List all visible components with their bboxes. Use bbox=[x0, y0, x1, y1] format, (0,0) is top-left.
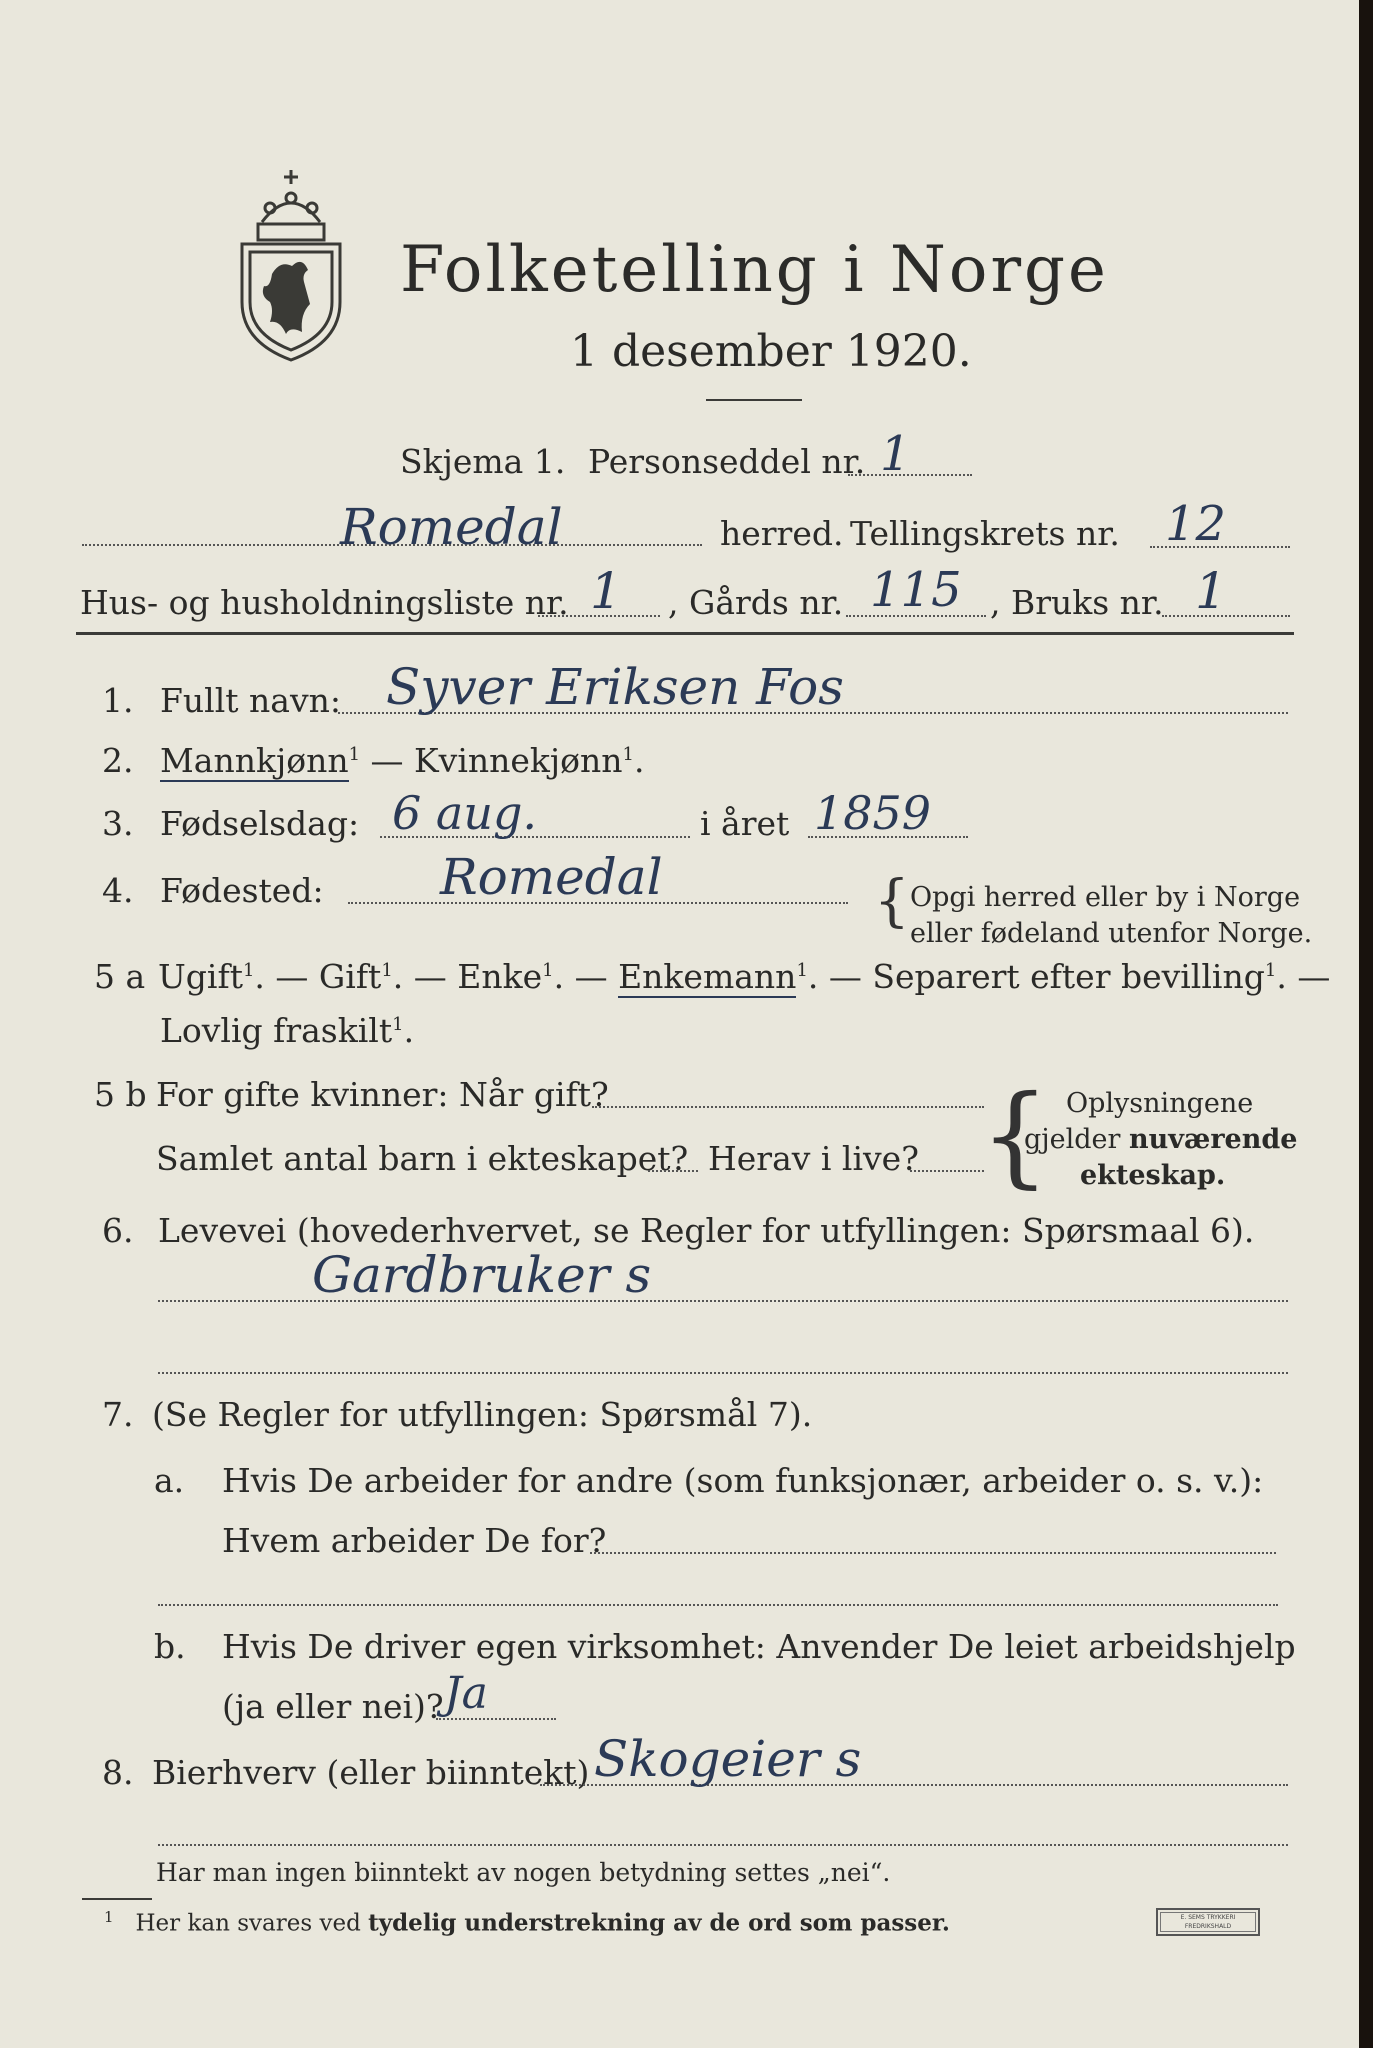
q5a-separert: Separert efter bevilling bbox=[872, 957, 1265, 996]
q5b-label3: Herav i live? bbox=[708, 1139, 919, 1178]
q5a-number: 5 a bbox=[94, 957, 146, 996]
q5b-note2: gjelder nuværende bbox=[1024, 1124, 1298, 1155]
q5a-enkemann: Enkemann bbox=[618, 957, 797, 996]
husliste-value: 1 bbox=[590, 562, 622, 620]
q7b-line1: Hvis De driver egen virksomhet: Anvender De leiet arbeidshjelp bbox=[222, 1627, 1296, 1666]
scan-edge bbox=[1359, 0, 1373, 2048]
personseddel-value: 1 bbox=[880, 426, 911, 482]
q6-number: 6. bbox=[102, 1211, 134, 1250]
q4-note-line1: Opgi herred eller by i Norge bbox=[910, 882, 1301, 913]
q8-label: Bierhverv (eller biinntekt) bbox=[152, 1753, 590, 1792]
q1-value: Syver Eriksen Fos bbox=[386, 658, 844, 716]
gards-label: , Gårds nr. bbox=[668, 583, 844, 622]
q8-line2 bbox=[158, 1844, 1288, 1846]
coat-of-arms-icon bbox=[232, 162, 350, 364]
form-title: Folketelling i Norge bbox=[400, 233, 1109, 307]
q6-line2 bbox=[158, 1372, 1288, 1374]
skjema-label: Skjema 1. bbox=[400, 442, 566, 481]
q2-male: Mannkjønn bbox=[160, 741, 349, 780]
tellingskrets-value: 12 bbox=[1165, 496, 1227, 552]
q7b-line2: (ja eller nei)? bbox=[222, 1687, 444, 1726]
q1-number: 1. bbox=[102, 681, 134, 720]
gards-value: 115 bbox=[870, 562, 962, 618]
herred-value: Romedal bbox=[340, 498, 563, 556]
q7a-line2: Hvem arbeider De for? bbox=[222, 1521, 607, 1560]
printer-stamp bbox=[1156, 1908, 1260, 1936]
personseddel-label: Personseddel nr. bbox=[588, 442, 866, 481]
q7a-letter: a. bbox=[154, 1461, 185, 1500]
q5b-line3 bbox=[910, 1170, 984, 1172]
q7a-answer-line2 bbox=[158, 1604, 1278, 1606]
printer-name: E. SEMS TRYKKERI bbox=[1180, 1914, 1236, 1921]
q3-value: 6 aug. bbox=[392, 786, 538, 840]
q4-note-line2: eller fødeland utenfor Norge. bbox=[910, 918, 1313, 949]
ident-divider bbox=[76, 632, 1294, 635]
bruks-value: 1 bbox=[1195, 562, 1227, 620]
q8-value: Skogeier s bbox=[594, 1730, 862, 1788]
q5b-brace: { bbox=[980, 1071, 1050, 1199]
q5b-line1 bbox=[592, 1106, 984, 1108]
q2-number: 2. bbox=[102, 741, 134, 780]
q1-label: Fullt navn: bbox=[160, 681, 341, 720]
q5a-enke: Enke bbox=[457, 957, 543, 996]
q2-sep: — bbox=[370, 741, 404, 780]
q5b-note3: ekteskap. bbox=[1080, 1160, 1226, 1191]
q4-label: Fødested: bbox=[160, 871, 324, 910]
q5a-ugift: Ugift bbox=[158, 957, 243, 996]
printer-city: FREDRIKSHALD bbox=[1184, 1923, 1232, 1930]
q4-brace: { bbox=[874, 869, 910, 934]
herred-label: herred. bbox=[720, 514, 844, 553]
q2-options: Mannkjønn$^1$ — Kvinnekjønn$^1$. bbox=[160, 741, 645, 780]
q7b-value: Ja bbox=[444, 1668, 488, 1719]
q7-label: (Se Regler for utfyllingen: Spørsmål 7). bbox=[152, 1395, 813, 1434]
q5b-line2 bbox=[648, 1170, 698, 1172]
q5b-label1: For gifte kvinner: Når gift? bbox=[156, 1075, 609, 1114]
q5a-lovlig: Lovlig fraskilt$^1$. bbox=[160, 1011, 415, 1050]
q2-female: Kvinnekjønn bbox=[414, 741, 623, 780]
footnote-divider bbox=[82, 1898, 152, 1900]
q7a-answer-line1 bbox=[590, 1552, 1276, 1554]
form-date: 1 desember 1920. bbox=[570, 326, 972, 377]
q3-label: Fødselsdag: bbox=[160, 804, 360, 843]
tellingskrets-label: Tellingskrets nr. bbox=[850, 514, 1120, 553]
q5b-note1: Oplysningene bbox=[1066, 1088, 1254, 1119]
q5b-label2: Samlet antal barn i ekteskapet? bbox=[156, 1139, 689, 1178]
q4-number: 4. bbox=[102, 871, 134, 910]
footer-note: Har man ingen biinntekt av nogen betydning settes „nei“. bbox=[156, 1858, 891, 1887]
q8-number: 8. bbox=[102, 1753, 134, 1792]
bruks-label: , Bruks nr. bbox=[990, 583, 1164, 622]
q5b-number: 5 b bbox=[94, 1075, 147, 1114]
q7b-letter: b. bbox=[154, 1627, 186, 1666]
q7a-line1: Hvis De arbeider for andre (som funksjonær, arbeider o. s. v.): bbox=[222, 1461, 1264, 1500]
q6-value: Gardbruker s bbox=[312, 1246, 652, 1304]
q5a-gift: Gift bbox=[318, 957, 382, 996]
footnote: $^1$ Her kan svares ved tydelig understrekning av de ord som passer. bbox=[104, 1908, 950, 1937]
q3-year-label: i året bbox=[700, 804, 790, 843]
q3-number: 3. bbox=[102, 804, 134, 843]
q7-number: 7. bbox=[102, 1395, 134, 1434]
q4-value: Romedal bbox=[440, 848, 663, 906]
q3-year-value: 1859 bbox=[814, 786, 932, 840]
husliste-label: Hus- og husholdningsliste nr. bbox=[80, 583, 569, 622]
q6-label: Levevei (hovederhvervet, se Regler for utfyllingen: Spørsmaal 6). bbox=[158, 1211, 1255, 1250]
header-divider bbox=[706, 399, 802, 401]
q5a-options: Ugift$^1$. — Gift$^1$. — Enke$^1$. — Enkemann$^1$. — Separert efter bevilling$^1$. — bbox=[158, 957, 1331, 996]
